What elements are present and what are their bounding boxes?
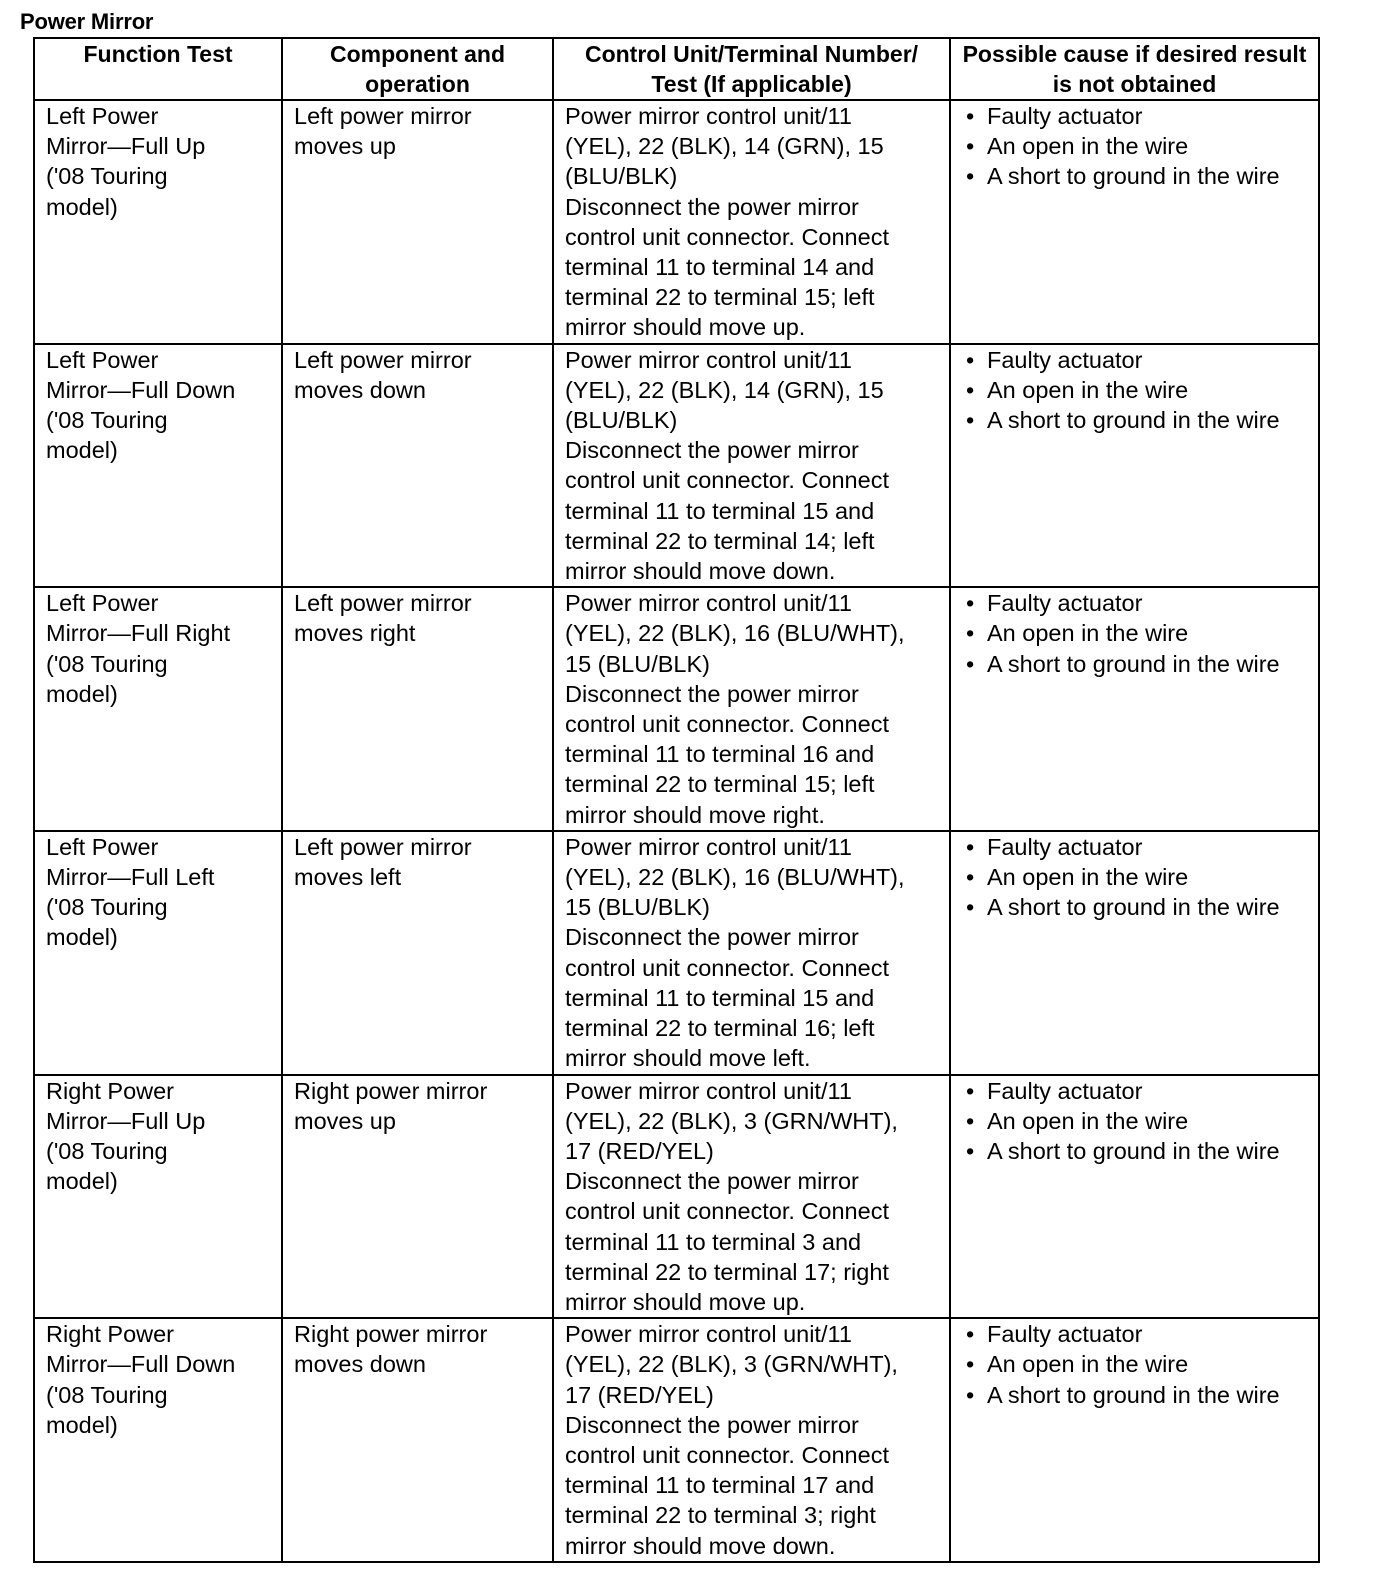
causes-list [962,1076,1310,1167]
function-test-cell: Left Power Mirror—Full Left ('08 Touring model) [34,831,282,1075]
control-cell: Power mirror control unit/11 (YEL), 22 (BLK), 3 (GRN/WHT), 17 (RED/YEL) Disconnect the power mirror control unit connector. Connect terminal 11 to terminal 17 and terminal 22 to terminal 3; right mirror should move down. [553,1318,950,1562]
function-test-cell: Left Power Mirror—Full Down ('08 Touring model) [34,344,282,588]
causes-cell [950,100,1319,344]
table-row [34,344,1319,588]
header-component: Component and operation [282,38,553,100]
causes-list [962,345,1310,436]
header-control-unit: Control Unit/Terminal Number/ Test (If applicable) [553,38,950,100]
causes-list [962,588,1310,679]
cause-item: • An open in the wire [962,131,1310,161]
header-possible-cause: Possible cause if desired result is not obtained [950,38,1319,100]
control-cell: Power mirror control unit/11 (YEL), 22 (BLK), 14 (GRN), 15 (BLU/BLK) Disconnect the power mirror control unit connector. Connect terminal 11 to terminal 15 and terminal 22 to terminal 14; left mirror should move down. [553,344,950,588]
table-row [34,100,1319,344]
table-row [34,1318,1319,1562]
cause-item: • An open in the wire [962,618,1310,648]
control-cell: Power mirror control unit/11 (YEL), 22 (BLK), 14 (GRN), 15 (BLU/BLK) Disconnect the power mirror control unit connector. Connect terminal 11 to terminal 14 and terminal 22 to terminal 15; left mirror should move up. [553,100,950,344]
table-row [34,831,1319,1075]
cause-item: • A short to ground in the wire [962,649,1310,679]
cause-item: • A short to ground in the wire [962,1136,1310,1166]
cause-item: • A short to ground in the wire [962,1380,1310,1410]
cause-item: • A short to ground in the wire [962,405,1310,435]
component-cell: Left power mirror moves down [282,344,553,588]
table-row [34,587,1319,831]
component-cell: Left power mirror moves up [282,100,553,344]
cause-item: • Faulty actuator [962,832,1310,862]
cause-item: • An open in the wire [962,1349,1310,1379]
causes-cell [950,587,1319,831]
cause-item: • Faulty actuator [962,101,1310,131]
component-cell: Left power mirror moves left [282,831,553,1075]
function-test-cell: Right Power Mirror—Full Up ('08 Touring model) [34,1075,282,1319]
component-cell: Right power mirror moves down [282,1318,553,1562]
control-cell: Power mirror control unit/11 (YEL), 22 (BLK), 3 (GRN/WHT), 17 (RED/YEL) Disconnect the power mirror control unit connector. Connect terminal 11 to terminal 3 and terminal 22 to terminal 17; right mirror should move up. [553,1075,950,1319]
cause-item: • An open in the wire [962,862,1310,892]
cause-item: • Faulty actuator [962,1076,1310,1106]
causes-list [962,1319,1310,1410]
cause-item: • A short to ground in the wire [962,161,1310,191]
header-function-test: Function Test [34,38,282,100]
section-title: Power Mirror [20,9,154,34]
component-cell: Right power mirror moves up [282,1075,553,1319]
cause-item: • Faulty actuator [962,345,1310,375]
function-test-cell: Left Power Mirror—Full Right ('08 Touring model) [34,587,282,831]
cause-item: • Faulty actuator [962,1319,1310,1349]
function-test-table [33,37,1320,1563]
function-test-cell: Right Power Mirror—Full Down ('08 Touring model) [34,1318,282,1562]
causes-cell [950,344,1319,588]
cause-item: • A short to ground in the wire [962,892,1310,922]
causes-cell [950,1318,1319,1562]
header-row [34,38,1319,100]
causes-cell [950,831,1319,1075]
cause-item: • An open in the wire [962,375,1310,405]
cause-item: • An open in the wire [962,1106,1310,1136]
control-cell: Power mirror control unit/11 (YEL), 22 (BLK), 16 (BLU/WHT), 15 (BLU/BLK) Disconnect the power mirror control unit connector. Connect terminal 11 to terminal 16 and terminal 22 to terminal 15; left mirror should move right. [553,587,950,831]
control-cell: Power mirror control unit/11 (YEL), 22 (BLK), 16 (BLU/WHT), 15 (BLU/BLK) Disconnect the power mirror control unit connector. Connect terminal 11 to terminal 15 and terminal 22 to terminal 16; left mirror should move left. [553,831,950,1075]
causes-list [962,832,1310,923]
component-cell: Left power mirror moves right [282,587,553,831]
causes-list [962,101,1310,192]
function-test-cell: Left Power Mirror—Full Up ('08 Touring model) [34,100,282,344]
cause-item: • Faulty actuator [962,588,1310,618]
causes-cell [950,1075,1319,1319]
table-row [34,1075,1319,1319]
